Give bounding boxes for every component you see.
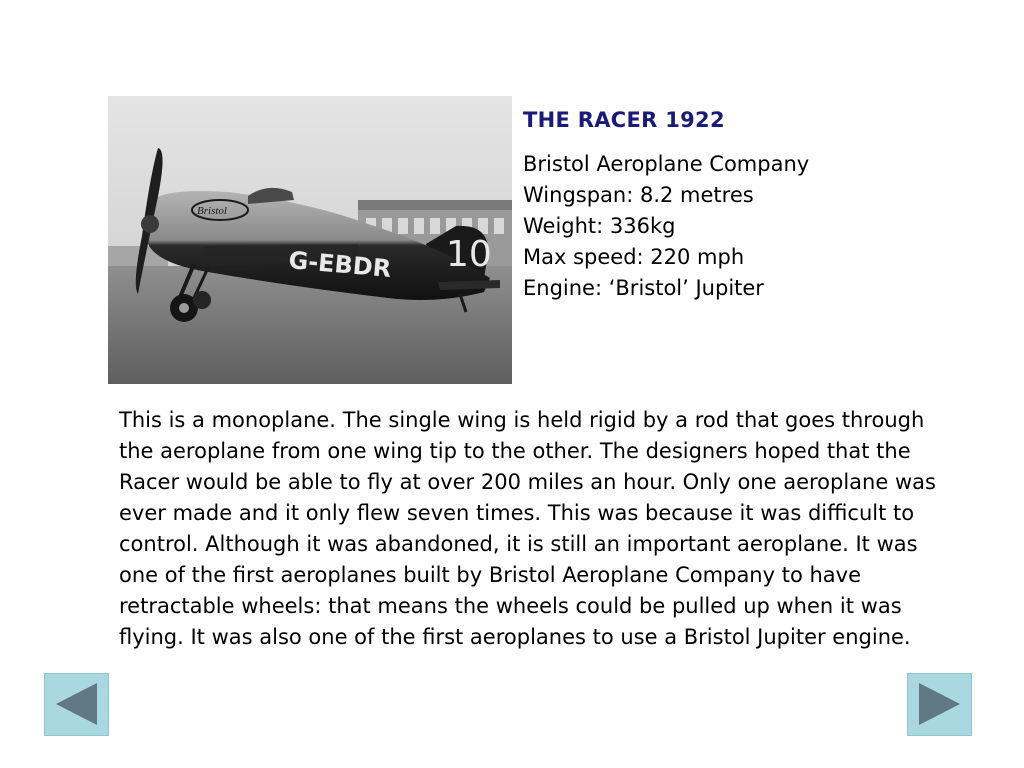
- previous-slide-button[interactable]: [44, 673, 109, 736]
- aircraft-title: THE RACER 1922: [523, 108, 725, 132]
- aircraft-photo-graphic: [108, 96, 512, 384]
- spec-wingspan: Wingspan: 8.2 metres: [523, 183, 754, 207]
- aircraft-logo-text: Bristol: [197, 205, 227, 217]
- spec-engine: Engine: ‘Bristol’ Jupiter: [523, 276, 764, 300]
- spec-max-speed: Max speed: 220 mph: [523, 245, 745, 269]
- triangle-right-icon: [908, 674, 971, 735]
- spec-weight: Weight: 336kg: [523, 214, 676, 238]
- aircraft-photo: [108, 96, 512, 384]
- spec-manufacturer: Bristol Aeroplane Company: [523, 152, 810, 176]
- aircraft-registration-text: G-EBDR: [287, 246, 393, 283]
- next-slide-button[interactable]: [907, 673, 972, 736]
- triangle-left-icon: [45, 674, 108, 735]
- description-paragraph: This is a monoplane. The single wing is held rigid by a rod that goes through the aeroplane from one wing tip to the other. The designers hoped that the Racer would be able to fly at over 200 miles an hour. Only one aeroplane was ever made and it only flew seven times. This was because it was difficult to control. Although it was abandoned, it is still an important aeroplane. It was one of the first aeroplanes built by Bristol Aeroplane Company to have retractable wheels: that means the wheels could be pulled up when it was flying. It was also one of the first aeroplanes to use a Bristol Jupiter engine.: [119, 408, 936, 649]
- aircraft-race-number: 10: [446, 234, 492, 275]
- spec-list: [523, 149, 809, 304]
